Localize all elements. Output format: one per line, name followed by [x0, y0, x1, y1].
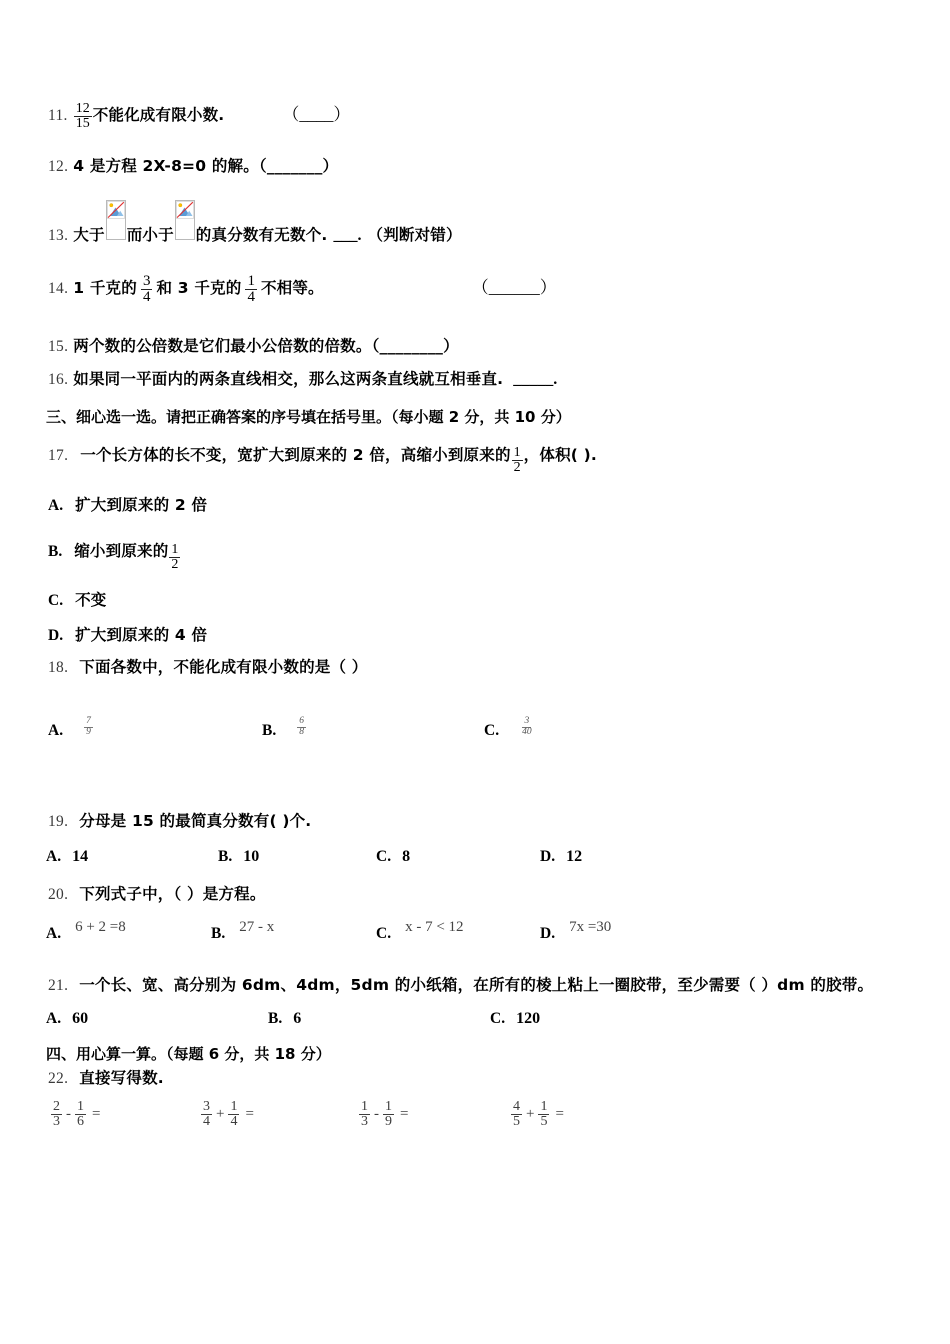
question-18-option-b[interactable] [262, 716, 304, 749]
question-number: 17. [48, 447, 69, 464]
question-19-option-b[interactable] [218, 848, 259, 866]
question-18 [48, 659, 367, 677]
option-label: C. [490, 1010, 506, 1027]
fraction-4-5: $\frac{4}{5}$ [513, 1099, 520, 1129]
option-label: A. [46, 848, 62, 865]
question-21-option-b[interactable] [268, 1010, 301, 1028]
section-4-heading: 四、用心算一算。（每题 6 分，共 18 分） [46, 1045, 331, 1063]
equals-sign: = [555, 1106, 564, 1122]
option-label: D. [540, 925, 556, 942]
option-text: 扩大到原来的 4 倍 [75, 626, 208, 644]
calc-item-4[interactable] [510, 1100, 564, 1129]
question-20-option-b[interactable] [211, 919, 275, 943]
question-16 [48, 371, 557, 389]
option-label: A. [48, 497, 64, 514]
operator: + [526, 1106, 535, 1122]
question-number: 20. [48, 886, 69, 903]
option-text: 10 [243, 848, 260, 865]
question-number: 16. [48, 371, 69, 388]
question-16-answer-blank[interactable]: _____. [513, 371, 558, 388]
fraction-1-2: $\frac{1}{2}$ [513, 445, 521, 475]
broken-image-icon [175, 200, 195, 240]
question-19-option-c[interactable] [376, 848, 410, 866]
question-17-option-d[interactable] [48, 623, 207, 645]
equals-sign: = [92, 1106, 101, 1122]
question-12 [48, 158, 338, 176]
question-21-option-c[interactable] [490, 1010, 540, 1028]
question-number: 22. [48, 1070, 69, 1087]
question-number: 12. [48, 158, 69, 175]
question-13-tail: （判断对错） [367, 226, 462, 244]
option-label: C. [376, 925, 392, 942]
option-text: 8 [402, 848, 411, 865]
fraction-1-6: $\frac{1}{6}$ [77, 1099, 84, 1129]
option-label: D. [540, 848, 556, 865]
question-14-answer-blank[interactable]: （______） [471, 278, 557, 297]
option-label: B. [218, 848, 233, 865]
question-11 [48, 101, 351, 139]
broken-image-icon [106, 200, 126, 240]
question-19-option-d[interactable] [540, 848, 582, 866]
fraction-12-15: $\frac{12}{15}$ [75, 101, 90, 131]
question-14 [48, 273, 557, 313]
option-expression: 27 - x [239, 919, 275, 935]
fraction-2-3: $\frac{2}{3}$ [53, 1099, 60, 1129]
option-expression: x - 7 < 12 [405, 919, 464, 935]
question-18-option-c[interactable] [484, 716, 532, 749]
question-number: 11. [48, 107, 68, 124]
question-15-text[interactable]: 两个数的公倍数是它们最小公倍数的倍数。（________） [73, 337, 459, 355]
question-17-option-c[interactable] [48, 588, 106, 610]
question-22 [48, 1070, 164, 1088]
fraction-6-8: $\frac{6}{8}$ [299, 716, 304, 737]
question-15 [48, 338, 459, 356]
question-17 [48, 447, 597, 479]
question-20 [48, 886, 266, 904]
fraction-1-2: $\frac{1}{2}$ [171, 542, 179, 572]
section-3-heading: 三、细心选一选。请把正确答案的序号填在括号里。（每小题 2 分，共 10 分） [46, 408, 571, 426]
fraction-7-9: $\frac{7}{9}$ [86, 716, 91, 737]
question-number: 14. [48, 280, 69, 297]
question-13-text-before: 大于 [73, 226, 105, 244]
equals-sign: = [400, 1106, 409, 1122]
question-20-option-c[interactable] [376, 919, 464, 943]
option-expression: 7x =30 [569, 919, 612, 935]
fraction-3-40: $\frac{3}{40}$ [522, 716, 532, 737]
option-text: 14 [72, 848, 89, 865]
question-14-part1: 1 千克的 [73, 279, 137, 297]
question-19-option-a[interactable] [46, 848, 88, 866]
question-number: 15. [48, 338, 69, 355]
question-13-text-middle: 而小于 [126, 226, 174, 244]
question-20-option-d[interactable] [540, 919, 612, 943]
operator: - [66, 1106, 71, 1122]
question-22-stem: 直接写得数. [79, 1069, 164, 1087]
question-19 [48, 813, 311, 831]
question-16-text: 如果同一平面内的两条直线相交，那么这两条直线就互相垂直. [73, 370, 504, 388]
option-text: 120 [516, 1010, 541, 1027]
question-21-option-a[interactable] [46, 1010, 88, 1028]
fraction-1-4: $\frac{1}{4}$ [230, 1099, 238, 1129]
calc-item-1[interactable] [50, 1100, 100, 1129]
option-label: B. [268, 1010, 283, 1027]
operator: + [216, 1106, 225, 1122]
option-expression: 6 + 2 =8 [75, 919, 126, 935]
question-11-text: 不能化成有限小数. [92, 106, 225, 124]
question-17-stem-part1: 一个长方体的长不变，宽扩大到原来的 2 倍，高缩小到原来的 [80, 446, 511, 464]
fraction-1-4: $\frac{1}{4}$ [247, 273, 255, 305]
option-text: 缩小到原来的 [74, 542, 169, 560]
option-text: 60 [72, 1010, 89, 1027]
question-20-option-a[interactable] [46, 919, 126, 943]
option-label: C. [48, 592, 64, 609]
question-18-stem: 下面各数中，不能化成有限小数的是（ ） [79, 658, 368, 676]
fraction-3-4: $\frac{3}{4}$ [203, 1099, 210, 1129]
question-17-stem-part2: ，体积( ). [523, 446, 598, 464]
question-14-part2: 和 3 千克的 [156, 279, 242, 297]
question-17-option-b[interactable] [48, 539, 181, 575]
question-20-stem: 下列式子中，（ ）是方程。 [79, 885, 266, 903]
question-number: 19. [48, 813, 69, 830]
question-19-stem: 分母是 15 的最简真分数有( )个. [79, 812, 312, 830]
fraction-1-9: $\frac{1}{9}$ [385, 1099, 392, 1129]
question-18-option-a[interactable] [48, 716, 91, 749]
option-label: C. [484, 722, 500, 739]
question-21 [48, 977, 873, 995]
option-text: 6 [293, 1010, 302, 1027]
question-number: 13. [48, 227, 69, 244]
question-11-answer-blank[interactable]: （____） [282, 105, 351, 124]
fraction-3-4: $\frac{3}{4}$ [142, 273, 151, 305]
fraction-1-3: $\frac{1}{3}$ [361, 1099, 368, 1129]
option-label: B. [48, 543, 63, 560]
question-13-text-after: 的真分数有无数个. [195, 226, 328, 244]
option-text: 12 [566, 848, 583, 865]
operator: - [374, 1106, 379, 1122]
option-text: 扩大到原来的 2 倍 [75, 496, 208, 514]
question-number: 21. [48, 977, 69, 994]
question-number: 18. [48, 659, 69, 676]
calc-item-2[interactable] [200, 1100, 254, 1129]
option-text: 不变 [75, 591, 107, 609]
option-label: D. [48, 627, 64, 644]
question-13 [48, 200, 462, 245]
question-13-blank[interactable]: ___. [333, 227, 362, 244]
option-label: B. [262, 722, 277, 739]
option-label: B. [211, 925, 226, 942]
fraction-1-5: $\frac{1}{5}$ [540, 1099, 548, 1129]
calc-item-3[interactable] [358, 1100, 408, 1129]
option-label: C. [376, 848, 392, 865]
question-21-stem: 一个长、宽、高分别为 6dm、4dm，5dm 的小纸箱，在所有的棱上粘上一圈胶带，至少需要（ ）dm 的胶带。 [79, 976, 874, 994]
equals-sign: = [245, 1106, 254, 1122]
question-17-option-a[interactable] [48, 493, 207, 515]
question-12-text[interactable]: 4 是方程 2X-8=0 的解。（_______） [73, 157, 339, 175]
option-label: A. [46, 1010, 62, 1027]
option-label: A. [48, 722, 64, 739]
option-label: A. [46, 925, 62, 942]
question-14-part3: 不相等。 [260, 279, 324, 297]
